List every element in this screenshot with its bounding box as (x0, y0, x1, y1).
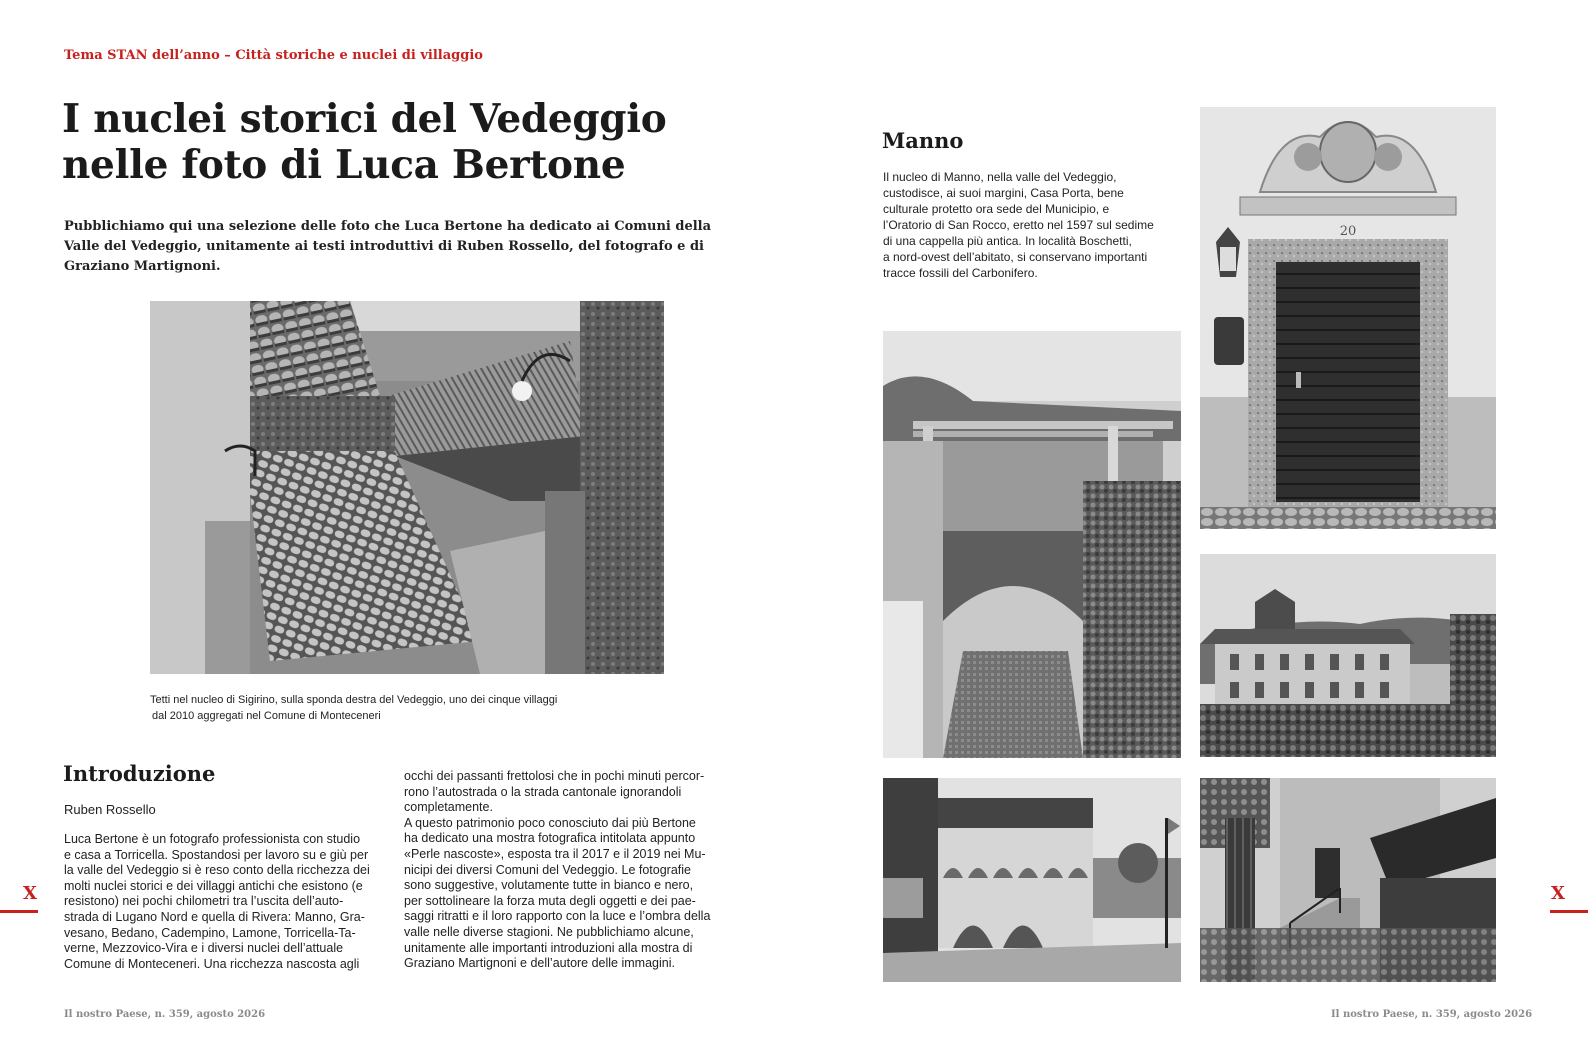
door-number: 20 (1339, 224, 1357, 239)
page-marker-bar-left (0, 910, 38, 913)
page-marker-bar-right (1550, 910, 1588, 913)
main-photo-caption (150, 692, 670, 724)
text-line: A questo patrimonio poco conosciuto dai più Bertone (404, 815, 696, 830)
text-line: verne, Mezzovico-Vira e i diversi nuclei dell’attuale (64, 941, 344, 956)
doorway-photo (1200, 107, 1496, 529)
lead-line: Valle del Vedeggio, unitamente ai testi introduttivi di Ruben Rossello, del fotografo e di (64, 239, 704, 254)
caption-line: dal 2010 aggregati nel Comune di Monteceneri (152, 710, 381, 722)
text-line: l’Oratorio di San Rocco, eretto nel 1597 sul sedime (883, 218, 1154, 232)
footer-left: Il nostro Paese, n. 359, agosto 2026 (64, 1009, 266, 1020)
intro-column-2 (404, 769, 726, 972)
text-line: Il nucleo di Manno, nella valle del Vedeggio, (883, 170, 1117, 184)
text-line: la valle del Vedeggio si è reso conto della ricchezza dei (64, 863, 370, 878)
text-line: «Perle nascoste», esposta tra il 2017 e il 2019 nei Mu- (404, 846, 706, 861)
text-line: occhi dei passanti frettolosi che in pochi minuti percor- (404, 769, 705, 783)
article-title (62, 96, 782, 188)
text-line: Graziano Martignoni e dell’autore delle immagini. (404, 956, 675, 971)
sigirino-rooftops-photo (150, 301, 664, 674)
text-line: ha dedicato una mostra fotografica intitolata appunto (404, 831, 696, 846)
text-line: rono l’autostrada o la strada cantonale ignorandoli (404, 784, 682, 799)
text-line: culturale protetto ora sede del Municipio, e (883, 202, 1110, 216)
text-line: di una cappella più antica. In località Boschetti, (883, 234, 1132, 248)
text-line: a nord-ovest dell’abitato, si conservano importanti (883, 250, 1148, 264)
arch-passage-photo (883, 331, 1181, 758)
text-line: Luca Bertone è un fotografo professionista con studio (64, 832, 361, 846)
text-line: per sottolineare la forza muta degli oggetti e dei pae- (404, 893, 696, 908)
manno-heading: Manno (882, 128, 964, 153)
stair-house-photo (1200, 778, 1496, 982)
text-line: saggi ritratti e il loro rapporto con la luce e l’ombra della (404, 909, 711, 924)
lead-line: Graziano Martignoni. (64, 259, 221, 274)
text-line: strada di Lugano Nord e quella di Rivera: Manno, Gra- (64, 909, 365, 924)
text-line: completamente. (404, 800, 493, 815)
text-line: nicipi dei diversi Comuni del Vedeggio. Le fotografie (404, 862, 691, 877)
intro-author: Ruben Rossello (64, 802, 156, 817)
footer-right: Il nostro Paese, n. 359, agosto 2026 (1331, 1009, 1533, 1020)
manno-text (883, 169, 1183, 281)
text-line: custodisce, ai suoi margini, Casa Porta, bene (883, 186, 1124, 200)
text-line: e casa a Torricella. Spostandosi per lavoro su e giù per (64, 847, 369, 862)
villa-photo (1200, 554, 1496, 757)
text-line: vesano, Bedano, Cadempino, Lamone, Torricella-Ta- (64, 925, 356, 940)
caption-line: Tetti nel nucleo di Sigirino, sulla sponda destra del Vedeggio, uno dei cinque villaggi (150, 694, 558, 706)
arcade-courtyard-photo (883, 778, 1181, 982)
text-line: valle nelle diverse stagioni. Ne pubblichiamo alcune, (404, 924, 694, 939)
section-kicker: Tema STAN dell’anno – Città storiche e nuclei di villaggio (64, 48, 483, 63)
text-line: tracce fossili del Carbonifero. (883, 266, 1038, 280)
lead-line: Pubblichiamo qui una selezione delle foto che Luca Bertone ha dedicato ai Comuni della (64, 219, 712, 234)
page-number-right: X (1551, 883, 1565, 904)
title-line: nelle foto di Luca Bertone (62, 142, 626, 188)
text-line: Comune di Monteceneri. Una ricchezza nascosta agli (64, 956, 360, 971)
text-line: resistono) nei pochi chilometri tra l’uscita dell’auto- (64, 894, 344, 909)
intro-heading: Introduzione (63, 761, 216, 786)
intro-column-1 (64, 832, 384, 972)
title-line: I nuclei storici del Vedeggio (62, 96, 667, 142)
text-line: molti nuclei storici e dei villaggi antichi che esistono (e (64, 878, 363, 893)
article-lead (64, 217, 712, 277)
text-line: sono suggestive, volutamente tutte in bianco e nero, (404, 878, 694, 893)
page-number-left: X (23, 883, 37, 904)
text-line: unitamente alle importanti introduzioni alla mostra di (404, 940, 693, 955)
